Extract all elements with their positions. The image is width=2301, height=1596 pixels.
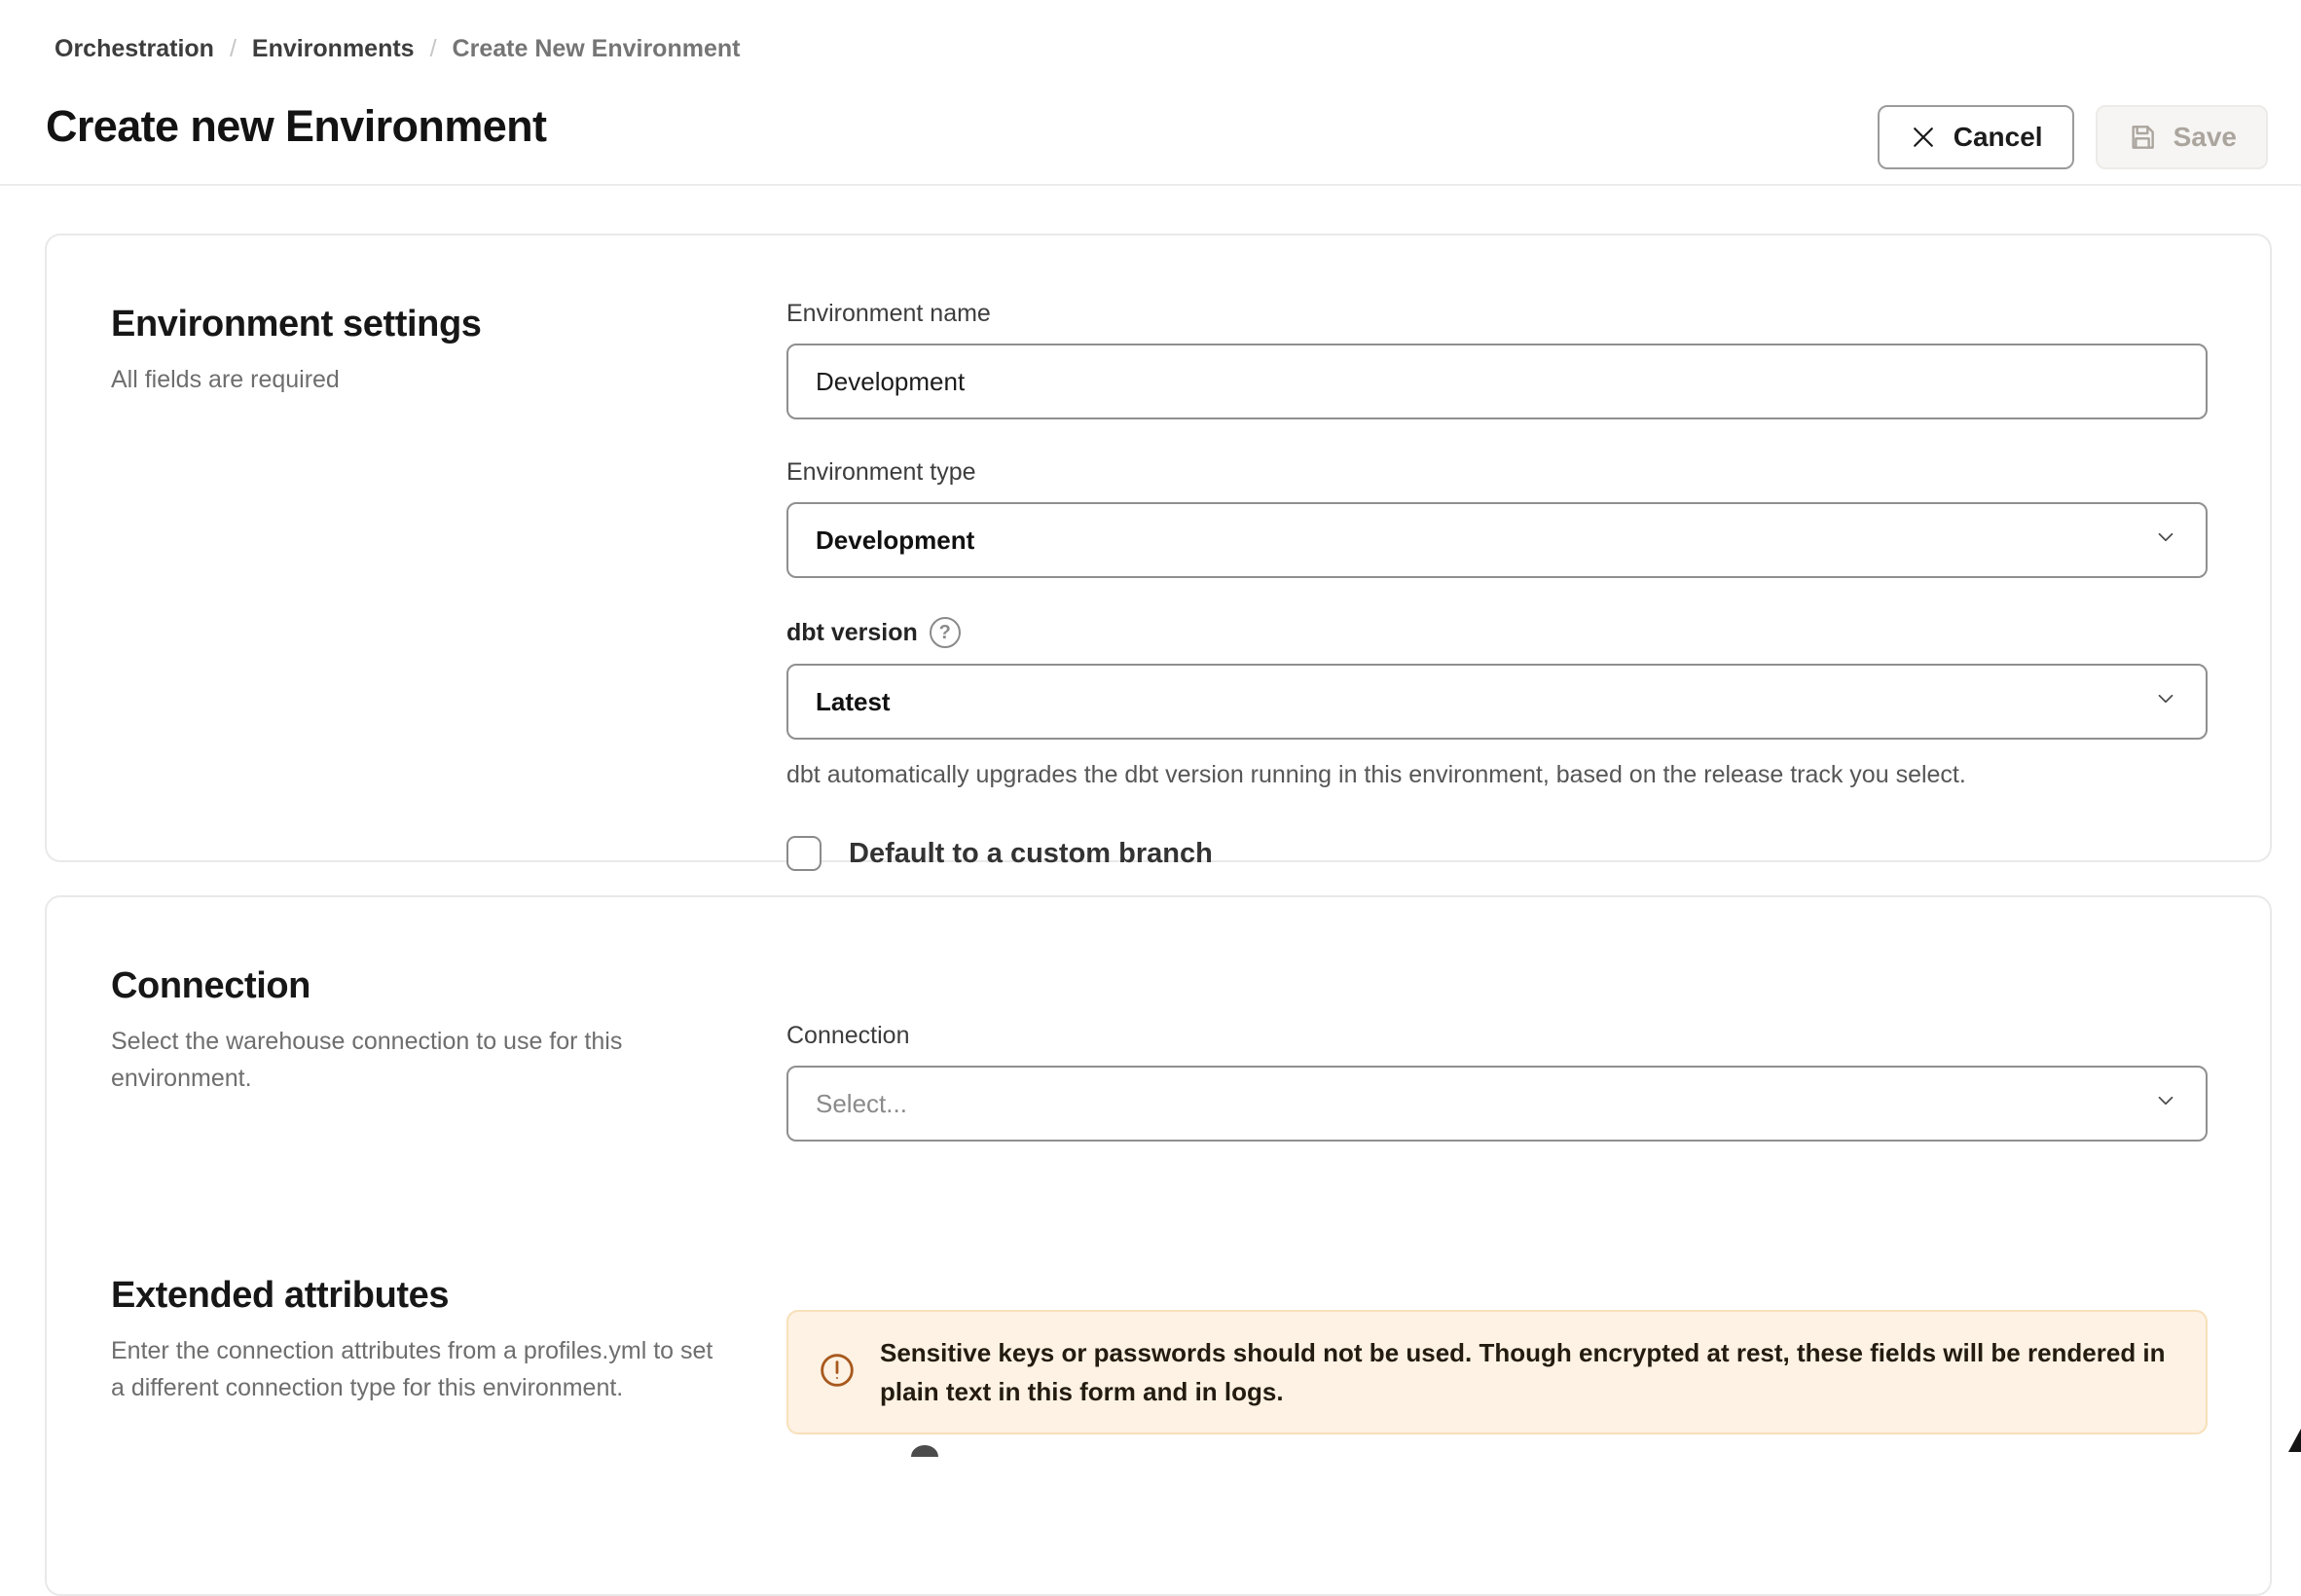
environment-name-input[interactable] — [786, 344, 2208, 419]
breadcrumb-item-current: Create New Environment — [452, 35, 741, 62]
extended-attributes-fields — [786, 1310, 2208, 1434]
environment-settings-subtitle: All fields are required — [111, 366, 340, 393]
cancel-button[interactable] — [1878, 105, 2074, 169]
close-icon — [1909, 123, 1938, 152]
environment-settings-fields — [786, 300, 2208, 871]
connection-header — [111, 965, 734, 1097]
connection-title: Connection — [111, 965, 310, 1006]
save-icon — [2127, 122, 2158, 153]
connection-fields — [786, 1022, 2208, 1180]
dbt-version-select[interactable] — [786, 664, 2208, 740]
connection-description: Select the warehouse connection to use for this environment. — [111, 1028, 623, 1092]
extended-attributes-description: Enter the connection attributes from a profiles.yml to set a different connection type for this environment. — [111, 1337, 713, 1401]
breadcrumb — [55, 35, 740, 63]
environment-settings-header — [111, 304, 734, 398]
dbt-version-field-group — [786, 617, 2208, 789]
custom-branch-row — [786, 836, 2208, 871]
chevron-down-icon — [2153, 686, 2178, 718]
chevron-down-icon — [2153, 525, 2178, 557]
environment-type-field-group — [786, 458, 2208, 578]
header-actions — [1878, 105, 2268, 169]
connection-card — [45, 895, 2272, 1596]
extended-attributes-header — [111, 1275, 734, 1406]
chevron-down-icon — [2153, 1088, 2178, 1120]
custom-branch-label: Default to a custom branch — [849, 837, 1213, 869]
connection-label: Connection — [786, 1022, 910, 1049]
cancel-button-label: Cancel — [1953, 122, 2043, 152]
extended-attributes-title: Extended attributes — [111, 1275, 450, 1316]
page-title: Create new Environment — [46, 101, 547, 151]
breadcrumb-item-environments[interactable]: Environments — [251, 35, 415, 62]
help-icon[interactable]: ? — [930, 617, 961, 648]
breadcrumb-separator: / — [429, 35, 437, 62]
sensitive-keys-warning — [786, 1310, 2208, 1434]
environment-settings-title: Environment settings — [111, 304, 482, 345]
environment-name-label: Environment name — [786, 300, 991, 327]
connection-placeholder: Select... — [816, 1088, 907, 1118]
environment-settings-card — [45, 234, 2272, 869]
dbt-version-label-text: dbt version — [786, 618, 918, 646]
warning-text: Sensitive keys or passwords should not be used. Though encrypted at rest, these fields will be rendered in plain text in this form and in logs. — [880, 1338, 2166, 1406]
header-divider — [0, 184, 2301, 186]
dbt-version-label — [786, 617, 2208, 648]
save-button[interactable] — [2096, 105, 2268, 169]
breadcrumb-item-orchestration[interactable]: Orchestration — [55, 35, 214, 62]
environment-type-select[interactable] — [786, 502, 2208, 578]
breadcrumb-separator: / — [229, 35, 237, 62]
corner-resize-wedge — [2288, 1429, 2301, 1452]
environment-type-value: Development — [816, 525, 975, 555]
alert-circle-icon — [818, 1351, 857, 1395]
environment-name-field-group — [786, 300, 2208, 419]
save-button-label: Save — [2173, 122, 2237, 152]
environment-type-label: Environment type — [786, 458, 976, 486]
connection-select[interactable] — [786, 1066, 2208, 1142]
custom-branch-checkbox[interactable] — [786, 836, 822, 871]
connection-field-group — [786, 1022, 2208, 1142]
dbt-version-value: Latest — [816, 686, 891, 716]
dbt-version-helper-text: dbt automatically upgrades the dbt version running in this environment, based on the release track you select. — [786, 761, 1966, 788]
